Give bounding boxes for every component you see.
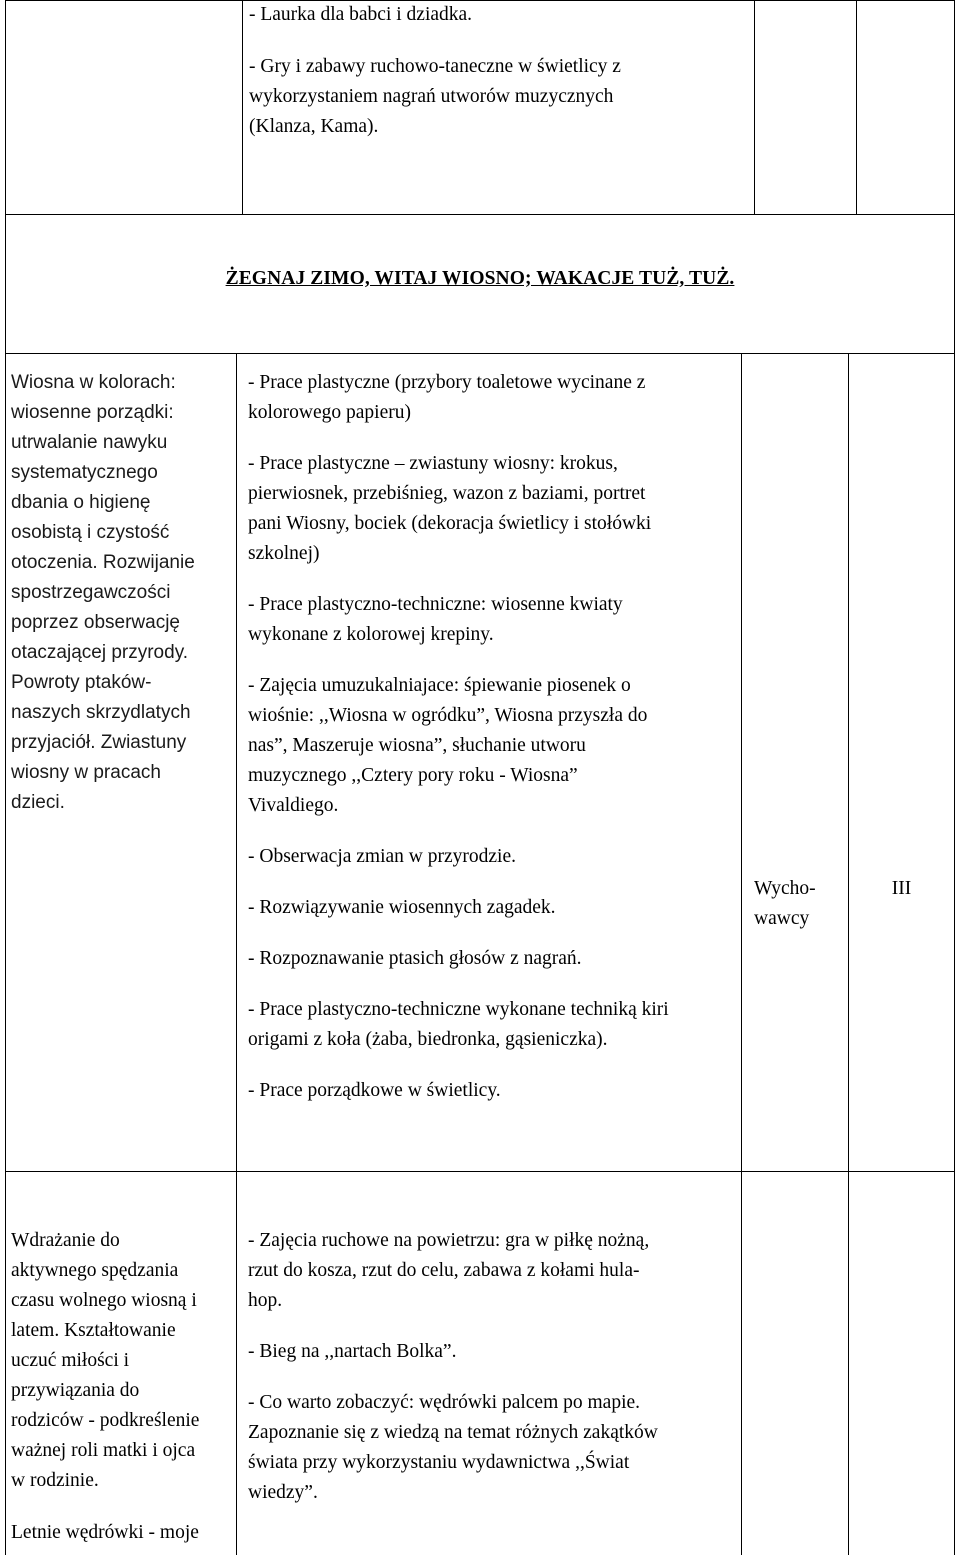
spring-activity-line: - Obserwacja zmian w przyrodzie. [248, 846, 517, 867]
spring-activity-line: wiośnie: ,,Wiosna w ogródku”, Wiosna przyszła do [248, 705, 648, 726]
col-divider-summer-2 [741, 1171, 742, 1555]
table-border-right [954, 0, 955, 1555]
summer-goal-line: aktywnego spędzania [11, 1260, 179, 1281]
spring-activity-line: - Prace plastyczne – zwiastuny wiosny: krokus, [248, 453, 618, 474]
row-divider-1 [5, 214, 955, 215]
col-divider-summer-3 [848, 1171, 849, 1555]
spring-responsible-cell [754, 874, 816, 934]
top-activities-cell [249, 0, 621, 142]
col-divider-spring-1 [236, 353, 237, 1171]
col-divider-spring-2 [741, 353, 742, 1171]
summer-next-goal: Letnie wędrówki - moje [11, 1522, 199, 1543]
activity-gry-line-1: - Gry i zabawy ruchowo-taneczne w świetlicy z [249, 56, 621, 77]
summer-goal-line: uczuć miłości i [11, 1350, 130, 1371]
spring-goal-cell [11, 368, 195, 818]
spring-activity-line: - Prace plastyczne (przybory toaletowe wycinane z [248, 372, 646, 393]
spring-goal-line: dbania o higienę [11, 492, 151, 513]
summer-goal-cell [11, 1226, 199, 1548]
col-divider-summer-1 [236, 1171, 237, 1555]
responsible-line-1: Wycho- [754, 878, 816, 899]
spring-activity-line: nas”, Maszeruje wiosna”, słuchanie utworu [248, 735, 586, 756]
spring-goal-line: naszych skrzydlatych [11, 702, 191, 723]
summer-activity-line: wiedzy”. [248, 1482, 318, 1503]
spring-activity-line: - Rozwiązywanie wiosennych zagadek. [248, 897, 556, 918]
summer-goal-line: latem. Kształtowanie [11, 1320, 176, 1341]
activity-laurka: - Laurka dla babci i dziadka. [249, 4, 473, 25]
spring-goal-line: Powroty ptaków- [11, 672, 152, 693]
summer-goal-line: w rodzinie. [11, 1470, 99, 1491]
spring-activity-line: wykonane z kolorowej krepiny. [248, 624, 494, 645]
summer-activity-line: Zapoznanie się z wiedzą na temat różnych zakątków [248, 1422, 658, 1443]
summer-goal-line: rodziców - podkreślenie [11, 1410, 200, 1431]
spring-goal-line: osobistą i czystość [11, 522, 170, 543]
activity-gry-line-2: wykorzystaniem nagrań utworów muzycznych [249, 86, 614, 107]
spring-activity-line: pierwiosnek, przebiśnieg, wazon z baziami, portret [248, 483, 646, 504]
spring-goal-line: Wiosna w kolorach: [11, 372, 176, 393]
spring-activities-cell [248, 368, 669, 1106]
spring-activity-line: szkolnej) [248, 543, 320, 564]
col-divider-top-1 [242, 0, 243, 214]
summer-activities-cell [248, 1226, 658, 1508]
spring-activity-line: - Prace plastyczno-techniczne wykonane techniką kiri [248, 999, 669, 1020]
spring-activity-line: kolorowego papieru) [248, 402, 411, 423]
spring-goal-line: przyjaciół. Zwiastuny [11, 732, 187, 753]
summer-goal-line: czasu wolnego wiosną i [11, 1290, 197, 1311]
spring-activity-line: - Rozpoznawanie ptasich głosów z nagrań. [248, 948, 582, 969]
spring-goal-line: dzieci. [11, 792, 65, 813]
spring-goal-line: spostrzegawczości [11, 582, 171, 603]
summer-activity-line: - Co warto zobaczyć: wędrówki palcem po mapie. [248, 1392, 641, 1413]
spring-month-cell [849, 874, 954, 904]
activity-gry-line-3: (Klanza, Kama). [249, 116, 379, 137]
col-divider-spring-3 [848, 353, 849, 1171]
section-title-cell [5, 264, 955, 294]
spring-goal-line: poprzez obserwację [11, 612, 180, 633]
spring-goal-line: otoczenia. Rozwijanie [11, 552, 195, 573]
spring-goal-line: otaczającej przyrody. [11, 642, 189, 663]
summer-goal-line: Wdrażanie do [11, 1230, 120, 1251]
summer-activity-line: - Zajęcia ruchowe na powietrzu: gra w piłkę nożną, [248, 1230, 650, 1251]
spring-goal-line: systematycznego [11, 462, 158, 483]
col-divider-top-3 [856, 0, 857, 214]
spring-goal-line: wiosny w pracach [11, 762, 161, 783]
table-border-left [5, 0, 6, 1555]
row-divider-2 [5, 353, 955, 354]
spring-activity-line: - Prace porządkowe w świetlicy. [248, 1080, 501, 1101]
spring-activity-line: origami z koła (żaba, biedronka, gąsieniczka). [248, 1029, 608, 1050]
summer-activity-line: rzut do kosza, rzut do celu, zabawa z kołami hula- [248, 1260, 640, 1281]
summer-goal-line: ważnej roli matki i ojca [11, 1440, 196, 1461]
spring-activity-line: pani Wiosny, bociek (dekoracja świetlicy i stołówki [248, 513, 652, 534]
section-title: ŻEGNAJ ZIMO, WITAJ WIOSNO; WAKACJE TUŻ, TUŻ. [225, 268, 735, 289]
row-divider-3 [5, 1171, 955, 1172]
summer-activity-line: świata przy wykorzystaniu wydawnictwa ,,Świat [248, 1452, 630, 1473]
summer-activity-line: - Bieg na ,,nartach Bolka”. [248, 1341, 457, 1362]
summer-goal-line: przywiązania do [11, 1380, 140, 1401]
spring-activity-line: Vivaldiego. [248, 795, 339, 816]
spring-activity-line: - Prace plastyczno-techniczne: wiosenne kwiaty [248, 594, 623, 615]
summer-activity-line: hop. [248, 1290, 283, 1311]
month-label: III [891, 878, 912, 899]
spring-goal-line: utrwalanie nawyku [11, 432, 168, 453]
col-divider-top-2 [754, 0, 755, 214]
spring-activity-line: muzycznego ,,Cztery pory roku - Wiosna” [248, 765, 578, 786]
spring-goal-line: wiosenne porządki: [11, 402, 174, 423]
responsible-line-2: wawcy [754, 908, 810, 929]
spring-activity-line: - Zajęcia umuzukalniajace: śpiewanie piosenek o [248, 675, 631, 696]
